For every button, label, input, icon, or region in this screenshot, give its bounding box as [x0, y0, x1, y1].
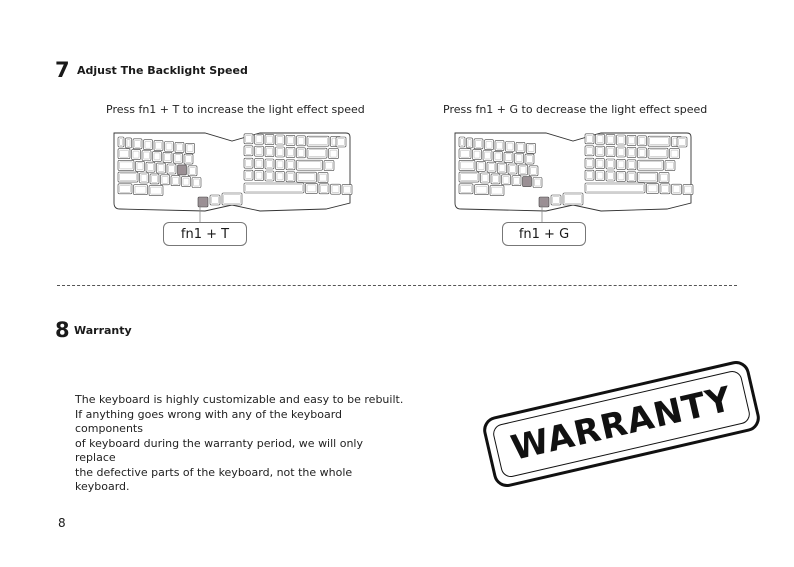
page-number: 8: [58, 516, 66, 530]
left-caption: Press fn1 + T to increase the light effect speed: [106, 103, 365, 116]
paragraph-line: If anything goes wrong with any of the keyboard components: [75, 407, 343, 435]
section-divider: [57, 285, 737, 286]
warranty-stamp-text: WARRANTY: [491, 369, 752, 479]
section-7-number: 7: [55, 58, 70, 82]
paragraph-line: the defective parts of the keyboard, not the whole keyboard.: [75, 465, 353, 493]
paragraph-line: The keyboard is highly customizable and easy to be rebuilt.: [75, 393, 404, 406]
section-7-title: Adjust The Backlight Speed: [77, 64, 248, 77]
warranty-paragraph: [75, 393, 405, 495]
section-8-number: 8: [55, 318, 70, 342]
section-8-title: Warranty: [74, 324, 132, 337]
paragraph-line: of keyboard during the warranty period, we will only replace: [75, 436, 363, 464]
key-combo-fn1-g: fn1 + G: [502, 222, 586, 246]
right-caption: Press fn1 + G to decrease the light effect speed: [443, 103, 708, 116]
key-combo-fn1-t: fn1 + T: [163, 222, 247, 246]
